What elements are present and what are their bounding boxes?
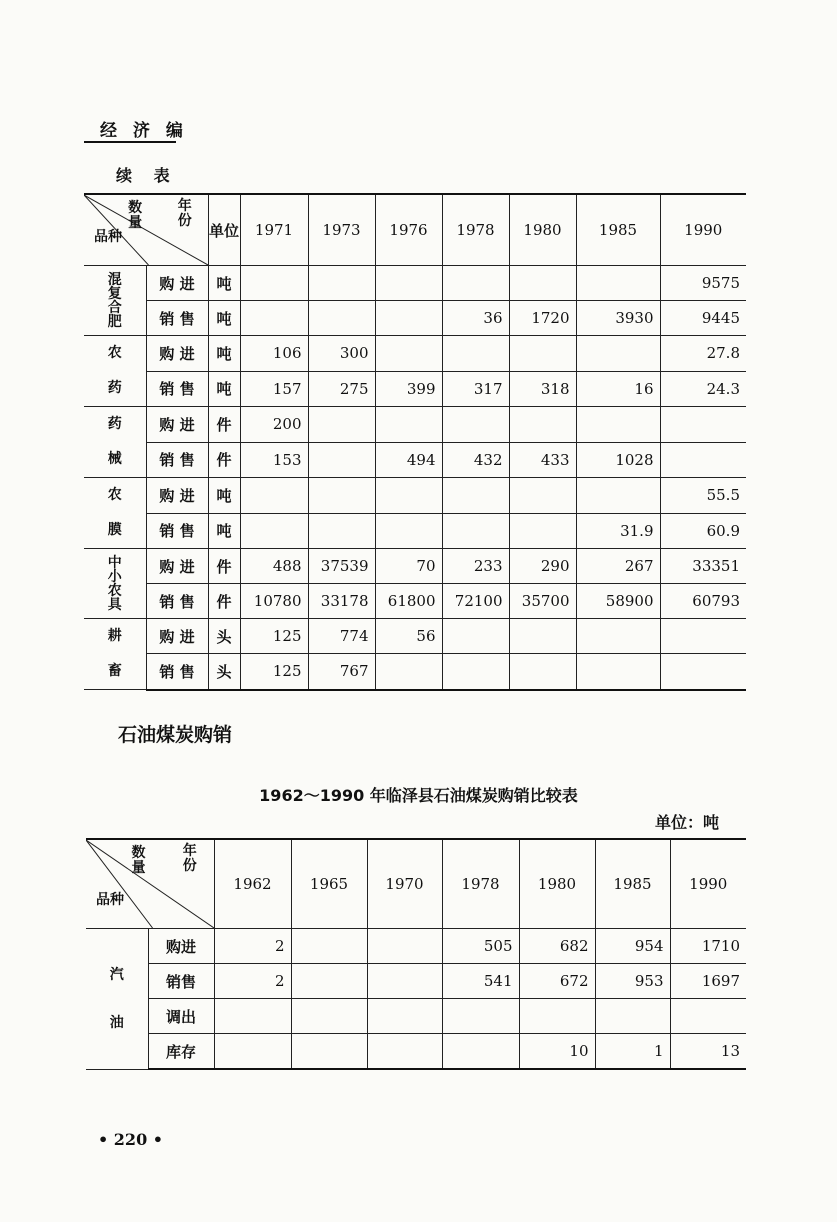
value-cell: 505 <box>442 929 519 964</box>
table-row <box>84 371 746 407</box>
section-header: 经 济 编 <box>100 121 188 141</box>
value-cell: 9445 <box>660 301 746 336</box>
year-header-cell: 1962 <box>214 839 291 929</box>
table-row <box>86 929 746 964</box>
value-cell <box>240 301 308 336</box>
value-cell: 33178 <box>308 584 375 619</box>
category-cell: 汽油 <box>86 929 148 1070</box>
table-row <box>86 1034 746 1070</box>
table-row <box>84 619 746 654</box>
trade-type-cell: 销 售 <box>146 584 208 619</box>
corner-year-label: 年份 <box>177 198 192 229</box>
value-cell <box>509 654 576 690</box>
trade-type-cell: 调出 <box>148 999 214 1034</box>
unit-cell: 吨 <box>208 478 240 514</box>
table-row <box>86 964 746 999</box>
value-cell <box>576 407 660 443</box>
value-cell: 106 <box>240 336 308 372</box>
value-cell <box>442 654 509 690</box>
trade-type-cell: 销 售 <box>146 513 208 549</box>
value-cell: 2 <box>214 964 291 999</box>
unit-cell: 头 <box>208 619 240 654</box>
year-header-cell: 1985 <box>595 839 670 929</box>
section-title: 石油煤炭购销 <box>118 724 233 746</box>
year-header-cell: 1980 <box>519 839 595 929</box>
table-row <box>86 999 746 1034</box>
year-header-cell: 1973 <box>308 194 375 266</box>
trade-type-cell: 购 进 <box>146 336 208 372</box>
value-cell <box>240 513 308 549</box>
value-cell <box>660 654 746 690</box>
value-cell: 399 <box>375 371 442 407</box>
table-row <box>84 407 746 443</box>
value-cell: 9575 <box>660 266 746 301</box>
value-cell: 24.3 <box>660 371 746 407</box>
value-cell <box>442 336 509 372</box>
value-cell <box>240 478 308 514</box>
value-cell: 682 <box>519 929 595 964</box>
unit-cell: 件 <box>208 442 240 478</box>
header-row <box>84 194 746 266</box>
value-cell <box>576 619 660 654</box>
table-row <box>84 549 746 584</box>
page-number: • 220 • <box>98 1130 163 1149</box>
value-cell: 432 <box>442 442 509 478</box>
value-cell <box>576 478 660 514</box>
value-cell <box>375 478 442 514</box>
year-header-cell: 1970 <box>367 839 442 929</box>
unit-cell: 件 <box>208 549 240 584</box>
trade-type-cell: 购 进 <box>146 407 208 443</box>
value-cell <box>367 964 442 999</box>
table-row <box>84 301 746 336</box>
unit-cell: 吨 <box>208 301 240 336</box>
value-cell: 317 <box>442 371 509 407</box>
table-row <box>84 478 746 514</box>
value-cell <box>214 999 291 1034</box>
value-cell: 31.9 <box>576 513 660 549</box>
value-cell: 200 <box>240 407 308 443</box>
value-cell <box>375 407 442 443</box>
category-cell: 农药 <box>84 336 146 407</box>
value-cell: 541 <box>442 964 519 999</box>
value-cell <box>442 478 509 514</box>
fertilizer-table <box>84 193 746 691</box>
value-cell <box>442 407 509 443</box>
value-cell: 55.5 <box>660 478 746 514</box>
value-cell: 70 <box>375 549 442 584</box>
year-header-cell: 1990 <box>660 194 746 266</box>
value-cell: 488 <box>240 549 308 584</box>
value-cell: 1710 <box>670 929 746 964</box>
value-cell <box>375 336 442 372</box>
value-cell <box>660 407 746 443</box>
value-cell: 10 <box>519 1034 595 1070</box>
trade-type-cell: 销 售 <box>146 301 208 336</box>
value-cell: 433 <box>509 442 576 478</box>
value-cell: 35700 <box>509 584 576 619</box>
value-cell <box>375 266 442 301</box>
value-cell <box>375 301 442 336</box>
value-cell: 58900 <box>576 584 660 619</box>
year-header-cell: 1990 <box>670 839 746 929</box>
trade-type-cell: 销 售 <box>146 442 208 478</box>
value-cell <box>509 336 576 372</box>
value-cell <box>308 266 375 301</box>
value-cell: 16 <box>576 371 660 407</box>
value-cell <box>442 619 509 654</box>
value-cell <box>509 619 576 654</box>
value-cell: 60.9 <box>660 513 746 549</box>
value-cell: 13 <box>670 1034 746 1070</box>
unit-cell: 吨 <box>208 266 240 301</box>
value-cell <box>442 513 509 549</box>
value-cell <box>375 513 442 549</box>
unit-note: 单位：吨 <box>655 813 720 832</box>
value-cell: 954 <box>595 929 670 964</box>
value-cell <box>291 1034 367 1070</box>
year-header-cell: 1971 <box>240 194 308 266</box>
value-cell <box>375 654 442 690</box>
trade-type-cell: 购 进 <box>146 549 208 584</box>
value-cell: 672 <box>519 964 595 999</box>
table-row <box>84 266 746 301</box>
corner-qty-label: 数量 <box>128 200 143 231</box>
year-header-cell: 1978 <box>442 194 509 266</box>
table-row <box>84 513 746 549</box>
unit-cell: 吨 <box>208 336 240 372</box>
value-cell: 36 <box>442 301 509 336</box>
value-cell <box>367 1034 442 1070</box>
year-header-cell: 1976 <box>375 194 442 266</box>
value-cell: 767 <box>308 654 375 690</box>
table-caption: 1962～1990 年临泽县石油煤炭购销比较表 <box>259 786 578 805</box>
year-header-cell: 1978 <box>442 839 519 929</box>
table-row <box>84 442 746 478</box>
value-cell: 56 <box>375 619 442 654</box>
category-cell: 混复合肥 <box>84 266 146 336</box>
value-cell: 300 <box>308 336 375 372</box>
value-cell: 157 <box>240 371 308 407</box>
corner-item-label: 品种 <box>96 892 124 908</box>
value-cell <box>509 266 576 301</box>
trade-type-cell: 购 进 <box>146 266 208 301</box>
trade-type-cell: 库存 <box>148 1034 214 1070</box>
value-cell <box>308 442 375 478</box>
value-cell <box>308 301 375 336</box>
value-cell: 125 <box>240 654 308 690</box>
category-cell: 耕畜 <box>84 619 146 690</box>
unit-cell: 吨 <box>208 371 240 407</box>
value-cell: 27.8 <box>660 336 746 372</box>
value-cell <box>519 999 595 1034</box>
corner-header-cell <box>84 194 208 266</box>
year-header-cell: 1985 <box>576 194 660 266</box>
value-cell <box>367 999 442 1034</box>
category-cell: 药械 <box>84 407 146 478</box>
category-cell: 农膜 <box>84 478 146 549</box>
value-cell: 2 <box>214 929 291 964</box>
value-cell: 3930 <box>576 301 660 336</box>
value-cell <box>214 1034 291 1070</box>
value-cell <box>576 336 660 372</box>
value-cell <box>240 266 308 301</box>
value-cell: 60793 <box>660 584 746 619</box>
unit-cell: 吨 <box>208 513 240 549</box>
value-cell <box>660 442 746 478</box>
value-cell <box>660 619 746 654</box>
value-cell: 33351 <box>660 549 746 584</box>
year-header-cell: 1980 <box>509 194 576 266</box>
corner-qty-label: 数量 <box>131 845 146 876</box>
continued-label: 续 表 <box>116 166 178 185</box>
value-cell: 275 <box>308 371 375 407</box>
value-cell: 318 <box>509 371 576 407</box>
value-cell <box>308 478 375 514</box>
value-cell: 267 <box>576 549 660 584</box>
trade-type-cell: 销售 <box>148 964 214 999</box>
value-cell <box>308 407 375 443</box>
value-cell <box>576 266 660 301</box>
value-cell <box>308 513 375 549</box>
value-cell: 494 <box>375 442 442 478</box>
value-cell <box>442 266 509 301</box>
corner-item-label: 品种 <box>94 229 122 245</box>
value-cell: 10780 <box>240 584 308 619</box>
value-cell: 233 <box>442 549 509 584</box>
value-cell: 1697 <box>670 964 746 999</box>
value-cell: 1028 <box>576 442 660 478</box>
trade-type-cell: 购进 <box>148 929 214 964</box>
table-row <box>84 654 746 690</box>
value-cell <box>576 654 660 690</box>
value-cell <box>509 478 576 514</box>
header-rule <box>84 141 176 143</box>
petroleum-table <box>86 838 746 1070</box>
trade-type-cell: 购 进 <box>146 619 208 654</box>
value-cell: 774 <box>308 619 375 654</box>
value-cell <box>509 513 576 549</box>
value-cell <box>291 929 367 964</box>
trade-type-cell: 销 售 <box>146 654 208 690</box>
value-cell: 1 <box>595 1034 670 1070</box>
value-cell <box>509 407 576 443</box>
value-cell: 153 <box>240 442 308 478</box>
value-cell: 290 <box>509 549 576 584</box>
corner-year-label: 年份 <box>182 843 197 874</box>
value-cell: 125 <box>240 619 308 654</box>
unit-cell: 件 <box>208 407 240 443</box>
corner-header-cell <box>86 839 214 929</box>
unit-cell: 件 <box>208 584 240 619</box>
unit-header-cell: 单位 <box>208 194 240 266</box>
value-cell: 953 <box>595 964 670 999</box>
value-cell <box>291 964 367 999</box>
value-cell <box>595 999 670 1034</box>
value-cell <box>442 999 519 1034</box>
value-cell: 61800 <box>375 584 442 619</box>
table-row <box>84 584 746 619</box>
unit-cell: 头 <box>208 654 240 690</box>
value-cell: 37539 <box>308 549 375 584</box>
value-cell: 1720 <box>509 301 576 336</box>
value-cell: 72100 <box>442 584 509 619</box>
value-cell <box>291 999 367 1034</box>
value-cell <box>367 929 442 964</box>
table-row <box>84 336 746 372</box>
value-cell <box>442 1034 519 1070</box>
trade-type-cell: 销 售 <box>146 371 208 407</box>
category-cell: 中小农具 <box>84 549 146 619</box>
year-header-cell: 1965 <box>291 839 367 929</box>
header-row <box>86 839 746 929</box>
value-cell <box>670 999 746 1034</box>
trade-type-cell: 购 进 <box>146 478 208 514</box>
